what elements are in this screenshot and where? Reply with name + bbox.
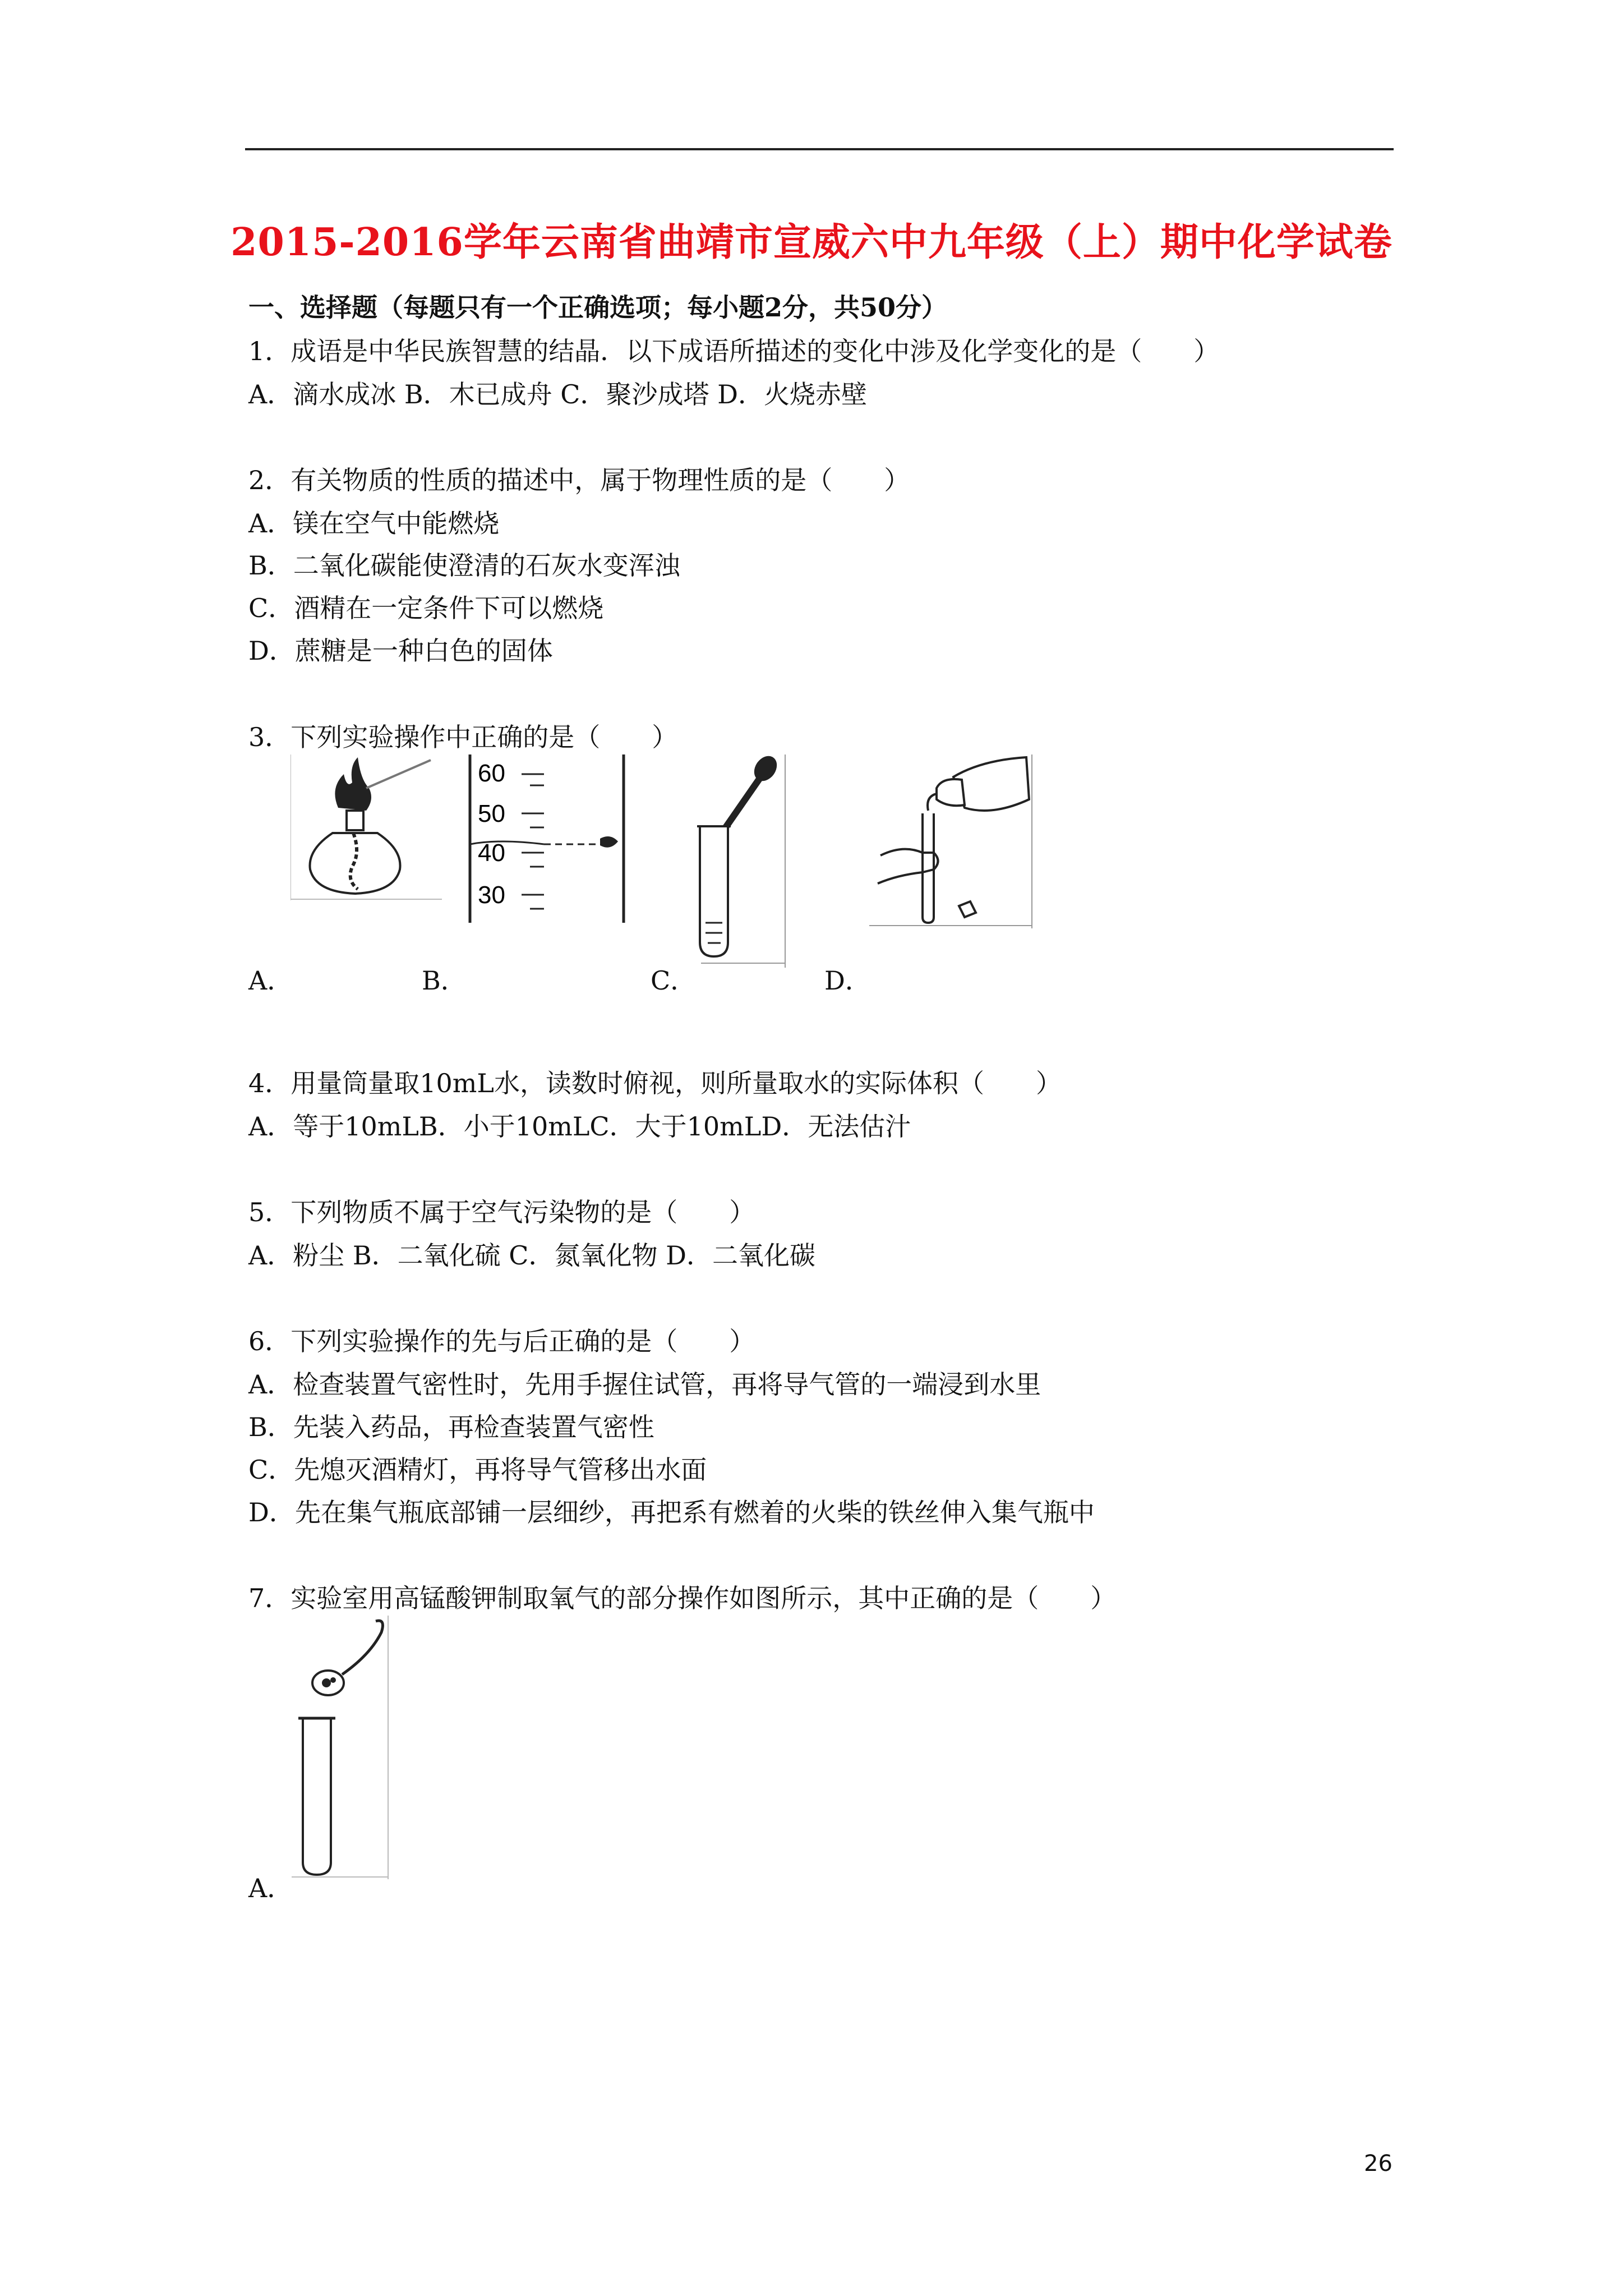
q6-option-d: D．先在集气瓶底部铺一层细纱，再把系有燃着的火柴的铁丝伸入集气瓶中 (248, 1497, 1095, 1527)
tick-label-60: 60 (478, 760, 505, 787)
q3-label-b: B． (422, 965, 467, 996)
alcohol-lamp-figure (291, 754, 442, 900)
q2-option-a: A．镁在空气中能燃烧 (248, 508, 500, 539)
tick-label-50: 50 (478, 800, 505, 827)
q6-option-a: A．检查装置气密性时，先用手握住试管，再将导气管的一端浸到水里 (248, 1369, 1041, 1400)
q6-option-b: B．先装入药品，再检查装置气密性 (248, 1412, 654, 1442)
section-heading: 一、选择题（每题只有一个正确选项；每小题2分，共50分） (248, 292, 948, 323)
q2-stem: 2．有关物质的性质的描述中，属于物理性质的是（ ） (248, 465, 910, 495)
graduated-cylinder-figure (465, 754, 628, 923)
header-rule (245, 148, 1394, 150)
tick-label-30: 30 (478, 881, 505, 909)
q2-option-b: B．二氧化碳能使澄清的石灰水变浑浊 (248, 550, 680, 581)
q5-options: A．粉尘 B．二氧化硫 C．氮氧化物 D．二氧化碳 (248, 1240, 815, 1271)
q7-stem: 7．实验室用高锰酸钾制取氧气的部分操作如图所示，其中正确的是（ ） (248, 1583, 1117, 1613)
q5-stem: 5．下列物质不属于空气污染物的是（ ） (248, 1197, 755, 1227)
q1-options: A．滴水成冰 B．木已成舟 C．聚沙成塔 D．火烧赤壁 (248, 379, 867, 409)
q3-label-a: A． (248, 965, 293, 996)
spatula-test-tube-figure (286, 1616, 393, 1879)
q6-option-c: C．先熄灭酒精灯，再将导气管移出水面 (248, 1455, 707, 1485)
q3-stem: 3．下列实验操作中正确的是（ ） (248, 722, 678, 752)
pouring-liquid-figure (869, 754, 1038, 928)
page-number: 26 (1364, 2151, 1393, 2177)
q4-options: A．等于10mLB．小于10mLC．大于10mLD．无法估汁 (248, 1111, 911, 1142)
q6-stem: 6．下列实验操作的先与后正确的是（ ） (248, 1326, 755, 1356)
tick-label-40: 40 (478, 839, 505, 867)
q7-label-a: A． (248, 1873, 293, 1903)
dropper-test-tube-figure (690, 754, 791, 968)
q1-stem: 1．成语是中华民族智慧的结晶．以下成语所描述的变化中涉及化学变化的是（ ） (248, 336, 1220, 366)
q3-label-d: D． (824, 965, 871, 996)
q4-stem: 4．用量筒量取10mL水，读数时俯视，则所量取水的实际体积（ ） (248, 1068, 1062, 1098)
q3-label-c: C． (651, 965, 697, 996)
exam-title: 2015-2016学年云南省曲靖市宣威六中九年级（上）期中化学试卷 (230, 220, 1393, 265)
q2-option-d: D．蔗糖是一种白色的固体 (248, 636, 553, 666)
q2-option-c: C．酒精在一定条件下可以燃烧 (248, 593, 604, 623)
